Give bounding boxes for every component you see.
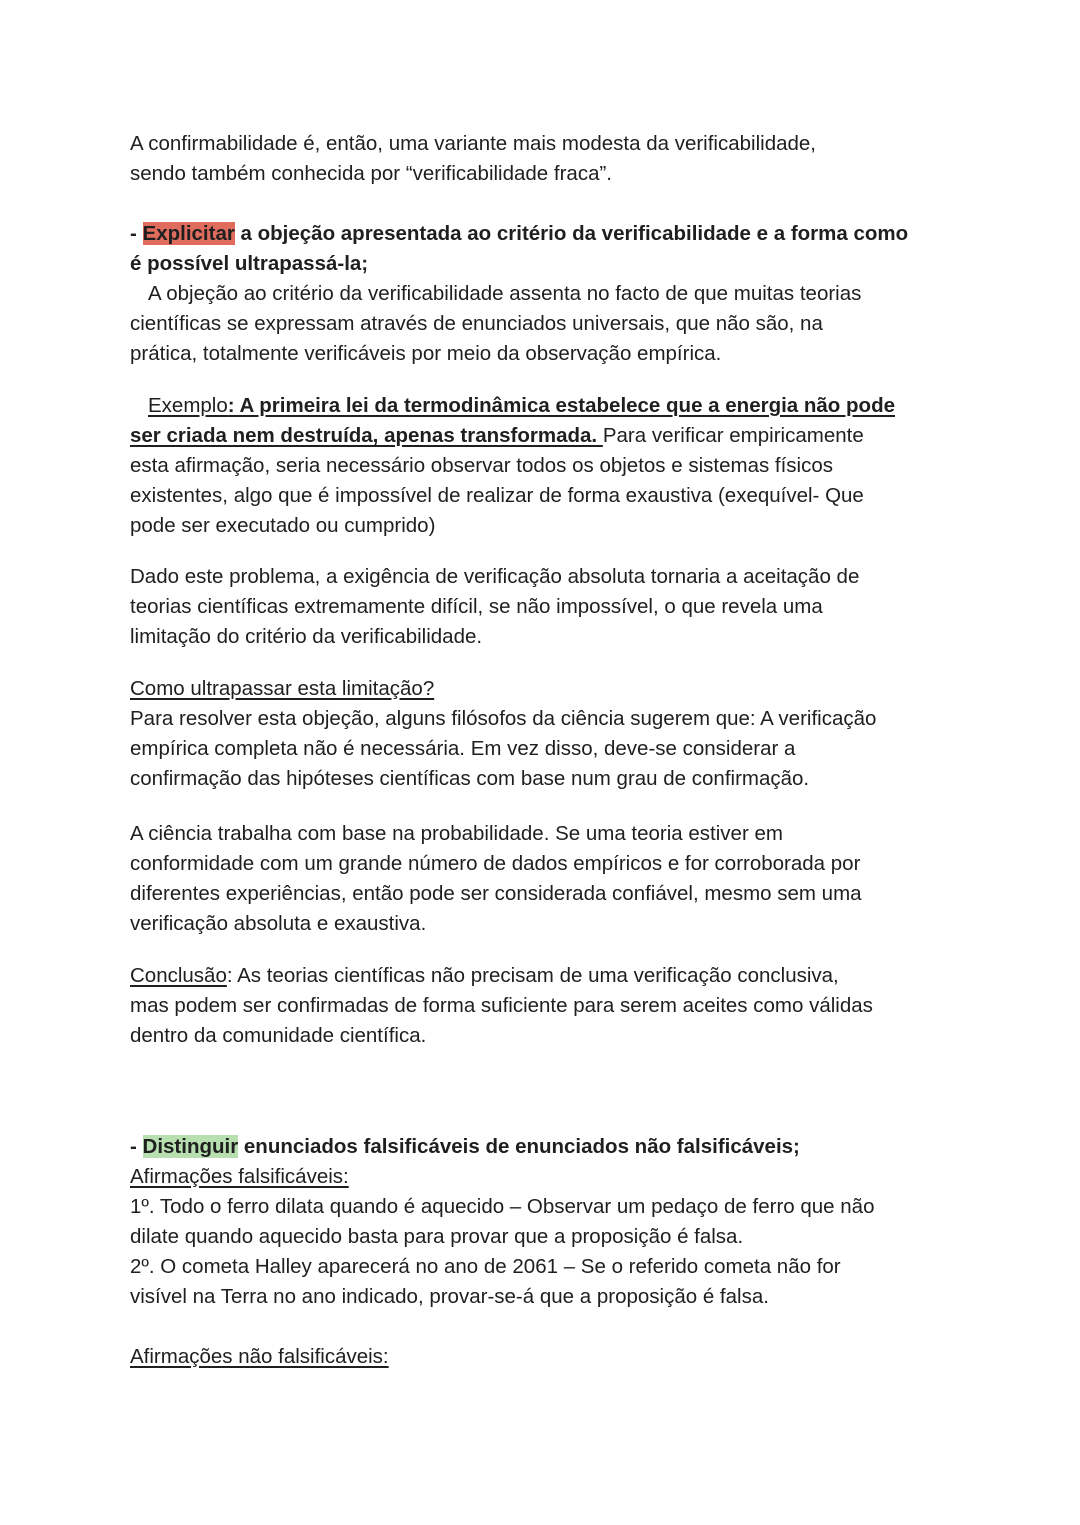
- text-line: empírica completa não é necessária. Em vez disso, deve-se considerar a: [130, 737, 796, 760]
- text-line: prática, totalmente verificáveis por meio da observação empírica.: [130, 342, 722, 365]
- text-line: dilate quando aquecido basta para provar que a proposição é falsa.: [130, 1225, 744, 1248]
- text-line: A ciência trabalha com base na probabilidade. Se uma teoria estiver em: [130, 822, 783, 845]
- heading-dash: -: [130, 222, 143, 245]
- example-line: [130, 421, 864, 451]
- section-heading: [130, 1132, 800, 1162]
- text-line: Para resolver esta objeção, alguns filósofos da ciência sugerem que: A verificação: [130, 707, 877, 730]
- subheading-question: Como ultrapassar esta limitação?: [130, 677, 435, 700]
- text-line: A confirmabilidade é, então, uma variante mais modesta da verificabilidade,: [130, 132, 816, 155]
- heading-text: enunciados falsificáveis de enunciados não falsificáveis;: [238, 1135, 800, 1158]
- text-line: 1º. Todo o ferro dilata quando é aquecido – Observar um pedaço de ferro que não: [130, 1195, 875, 1218]
- conclusion-line: [130, 961, 839, 991]
- subheading-falsifiable: Afirmações falsificáveis:: [130, 1165, 349, 1188]
- section-heading: [130, 219, 908, 249]
- text-line: diferentes experiências, então pode ser considerada confiável, mesmo sem uma: [130, 882, 862, 905]
- example-statement: ser criada nem destruída, apenas transformada.: [130, 424, 603, 447]
- text-line: conformidade com um grande número de dados empíricos e for corroborada por: [130, 852, 861, 875]
- text-line: confirmação das hipóteses científicas com base num grau de confirmação.: [130, 767, 810, 790]
- text-line: esta afirmação, seria necessário observar todos os objetos e sistemas físicos: [130, 454, 834, 477]
- text-line: mas podem ser confirmadas de forma suficiente para serem aceites como válidas: [130, 994, 873, 1017]
- heading-dash: -: [130, 1135, 143, 1158]
- conclusion-label: Conclusão: [130, 964, 227, 987]
- text-line: sendo também conhecida por “verificabilidade fraca”.: [130, 162, 613, 185]
- text-line: 2º. O cometa Halley aparecerá no ano de 2061 – Se o referido cometa não for: [130, 1255, 841, 1278]
- text-line: teorias científicas extremamente difícil, se não impossível, o que revela uma: [130, 595, 823, 618]
- example-statement: : A primeira lei da termodinâmica estabelece que a energia não pode: [227, 394, 895, 417]
- text-line: existentes, algo que é impossível de realizar de forma exaustiva (exequível- Que: [130, 484, 864, 507]
- text-line: pode ser executado ou cumprido): [130, 514, 436, 537]
- text-line: limitação do critério da verificabilidade.: [130, 625, 483, 648]
- conclusion-text: : As teorias científicas não precisam de uma verificação conclusiva,: [226, 964, 839, 987]
- text-line: dentro da comunidade científica.: [130, 1024, 427, 1047]
- subheading-non-falsifiable: Afirmações não falsificáveis:: [130, 1345, 389, 1368]
- highlighted-keyword: Distinguir: [142, 1135, 239, 1158]
- text-line: Dado este problema, a exigência de verificação absoluta tornaria a aceitação de: [130, 565, 860, 588]
- example-line: [130, 391, 895, 421]
- text-line: A objeção ao critério da verificabilidade assenta no facto de que muitas teorias: [148, 282, 862, 305]
- text-line: científicas se expressam através de enunciados universais, que não são, na: [130, 312, 823, 335]
- highlighted-keyword: Explicitar: [142, 222, 235, 245]
- section-heading-line2: é possível ultrapassá-la;: [130, 252, 369, 275]
- heading-text: a objeção apresentada ao critério da verificabilidade e a forma como: [234, 222, 909, 245]
- example-text: Para verificar empiricamente: [602, 424, 864, 447]
- example-label: Exemplo: [148, 394, 228, 417]
- text-line: visível na Terra no ano indicado, provar-se-á que a proposição é falsa.: [130, 1285, 769, 1308]
- text-line: verificação absoluta e exaustiva.: [130, 912, 427, 935]
